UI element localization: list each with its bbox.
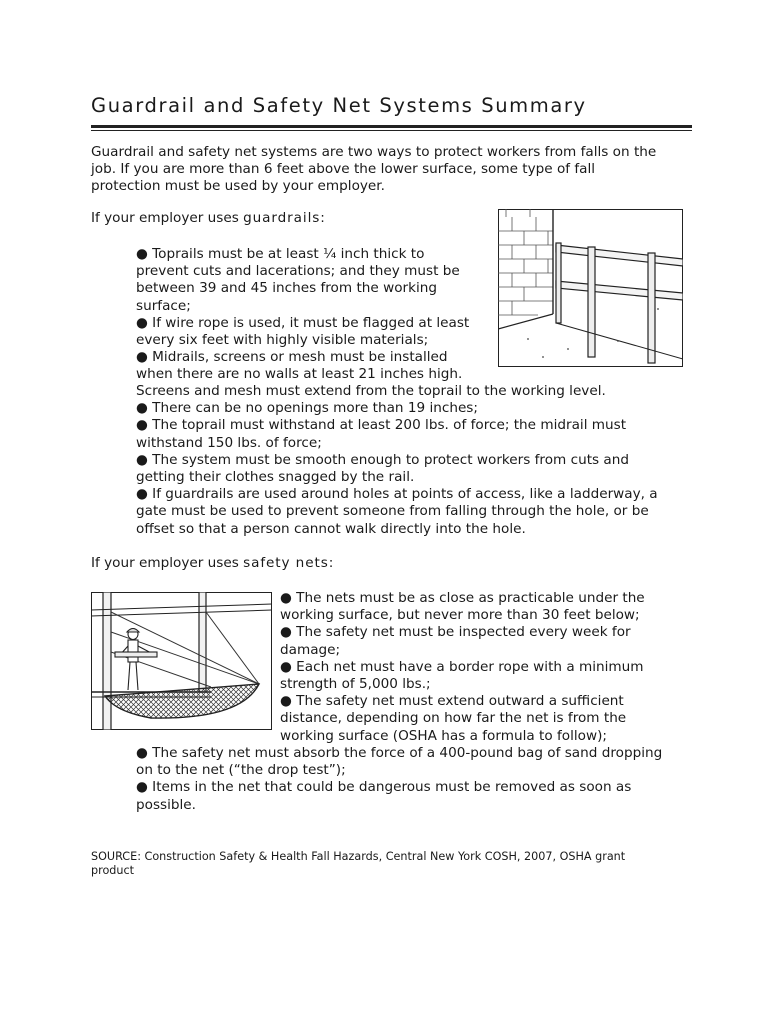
- guardrails-line: Screens and mesh must extend from the toprail to the working level.: [136, 383, 606, 399]
- safety-nets-line: strength of 5,000 lbs.;: [280, 676, 431, 693]
- safety-nets-line: damage;: [280, 641, 341, 658]
- guardrails-line: gate must be used to prevent someone from falling through the hole, or be: [136, 503, 649, 520]
- title-rule-thick: [91, 125, 692, 128]
- safety-nets-bullets-full: [136, 745, 662, 814]
- safety-nets-lead: If your employer uses safety nets:: [91, 555, 334, 571]
- guardrails-line: when there are no walls at least 21 inches high.: [136, 366, 463, 383]
- safety-net-illustration: [91, 592, 272, 730]
- guardrail-illustration: [498, 209, 683, 367]
- safety-nets-bullets-beside-image: [280, 590, 645, 745]
- page-title: Guardrail and Safety Net Systems Summary: [91, 94, 587, 117]
- guardrails-line: ● If wire rope is used, it must be flagged at least: [136, 314, 470, 331]
- source-line: SOURCE: Construction Safety & Health Fall Hazards, Central New York COSH, 2007, OSHA grant: [91, 850, 626, 863]
- safety-nets-line: working surface (OSHA has a formula to follow);: [280, 727, 607, 744]
- source-citation: [91, 850, 625, 879]
- guardrails-bullets-beside-image: [136, 246, 469, 384]
- safety-nets-line: distance, depending on how far the net is from the: [280, 710, 627, 727]
- guardrails-line: offset so that a person cannot walk directly into the hole.: [136, 520, 526, 537]
- safety-nets-line: ● Items in the net that could be dangerous must be removed as soon as: [136, 779, 632, 796]
- safety-nets-line: ● The safety net must extend outward a sufficient: [280, 693, 624, 710]
- guardrails-lead: If your employer uses guardrails:: [91, 210, 325, 226]
- guardrails-line: withstand 150 lbs. of force;: [136, 434, 322, 451]
- guardrails-line: ● If guardrails are used around holes at points of access, like a ladderway, a: [136, 486, 658, 503]
- guardrails-line: ● The toprail must withstand at least 200 lbs. of force; the midrail must: [136, 417, 627, 434]
- guardrails-line: surface;: [136, 297, 191, 314]
- safety-nets-line: working surface, but never more than 30 feet below;: [280, 607, 640, 624]
- guardrails-line: between 39 and 45 inches from the working: [136, 280, 437, 297]
- title-rule-thin: [91, 130, 692, 131]
- intro-line: protection must be used by your employer.: [91, 178, 385, 195]
- safety-nets-line: ● The nets must be as close as practicable under the: [280, 590, 645, 606]
- guardrails-line: prevent cuts and lacerations; and they must be: [136, 263, 460, 280]
- safety-nets-keyword: safety nets: [243, 555, 329, 571]
- guardrails-line: ● Midrails, screens or mesh must be installed: [136, 349, 448, 366]
- guardrails-line: every six feet with highly visible materials;: [136, 332, 429, 349]
- safety-nets-line: ● Each net must have a border rope with a minimum: [280, 658, 644, 675]
- safety-nets-line: possible.: [136, 796, 196, 813]
- intro-line: job. If you are more than 6 feet above the lower surface, some type of fall: [91, 161, 596, 178]
- safety-nets-line: ● The safety net must be inspected every week for: [280, 624, 631, 641]
- safety-nets-line: on to the net (“the drop test”);: [136, 762, 346, 779]
- guardrails-bullets-full: [136, 383, 658, 538]
- guardrails-line: ● There can be no openings more than 19 inches;: [136, 400, 478, 417]
- intro-paragraph: [91, 144, 656, 196]
- guardrails-line: ● The system must be smooth enough to protect workers from cuts and: [136, 451, 629, 468]
- intro-line: Guardrail and safety net systems are two ways to protect workers from falls on the: [91, 144, 657, 160]
- safety-nets-line: ● The safety net must absorb the force of a 400-pound bag of sand dropping: [136, 745, 663, 761]
- guardrails-keyword: guardrails: [243, 210, 321, 226]
- guardrails-line: ● Toprails must be at least ¼ inch thick to: [136, 246, 425, 262]
- guardrails-line: getting their clothes snagged by the rail.: [136, 469, 415, 486]
- source-line: product: [91, 864, 135, 878]
